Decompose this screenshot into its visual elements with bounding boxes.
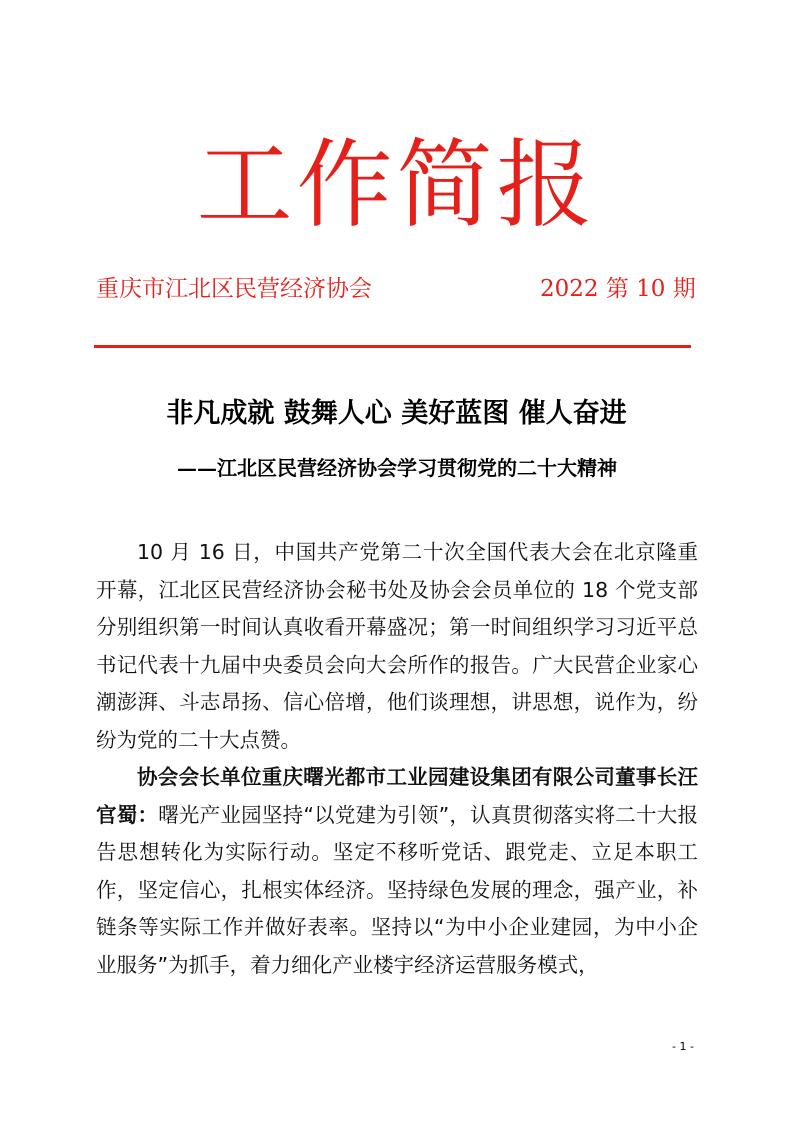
organization-name: 重庆市江北区民营经济协会 (96, 276, 372, 302)
paragraph-2 (96, 759, 698, 984)
issue-number: 2022 第 10 期 (540, 276, 696, 302)
article-body (96, 534, 698, 984)
article-headline: 非凡成就 鼓舞人心 美好蓝图 催人奋进 (166, 398, 627, 429)
header-divider (94, 345, 691, 348)
paragraph-2-body: 曙光产业园坚持“以党建为引领”，认真贯彻落实将二十大报告思想转化为实际行动。坚定不移听党话、跟党走、立足本职工作，坚定信心，扎根实体经济。坚持绿色发展的理念，强产业，补链条等实际工作并做好表率。坚持以“为中小企业建园，为中小企业服务”为抓手，着力细化产业楼宇经济运营服务模式， (96, 802, 698, 977)
page-number: - 1 - (672, 1040, 694, 1053)
article-subheadline: ——江北区民营经济协会学习贯彻党的二十大精神 (177, 456, 617, 480)
masthead-title: 工作简报 (196, 129, 597, 241)
speaker-name: 协会会长单位重庆曙光都市工业园建设集团有限公司董事长汪官蜀： (96, 765, 698, 827)
paragraph-1: 10 月 16 日，中国共产党第二十次全国代表大会在北京隆重开幕，江北区民营经济协会秘书处及协会会员单位的 18 个党支部分别组织第一时间认真收看开幕盛况；第一时间组织学习习近平总书记代表十九届中央委员会向大会所作的报告。广大民营企业家心潮澎湃、斗志昂扬、信心倍增，他们谈理想，讲思想，说作为，纷纷为党的二十大点赞。 (96, 540, 698, 752)
